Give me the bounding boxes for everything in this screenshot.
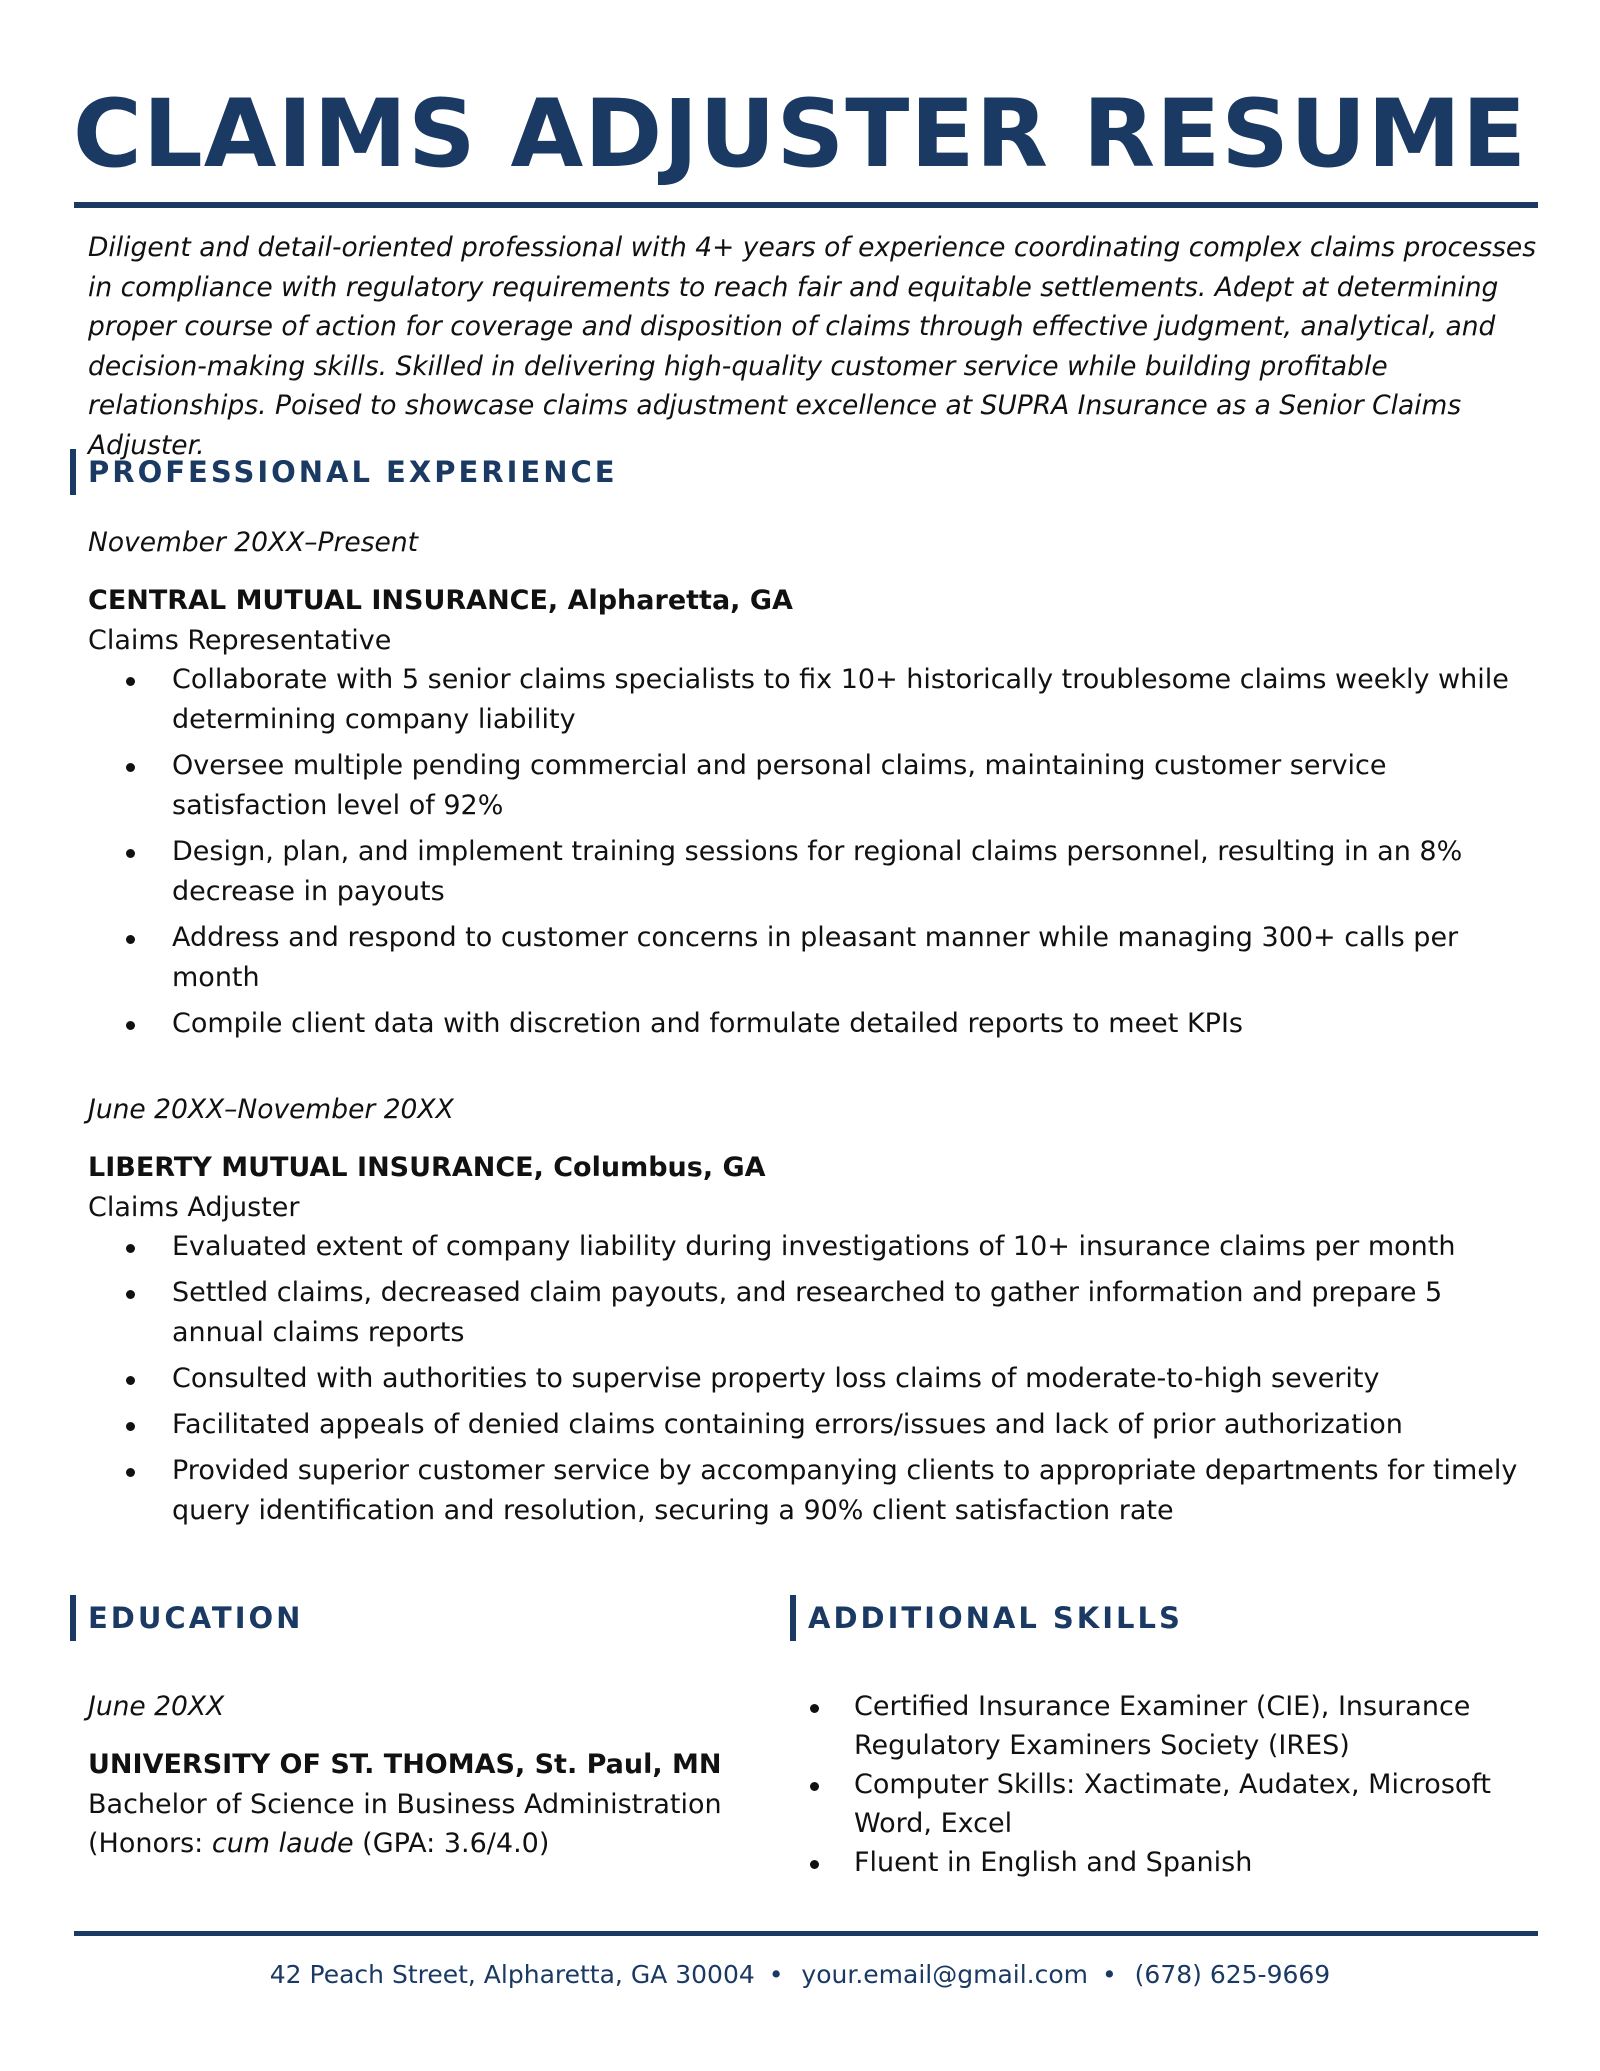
- job-entry: [88, 523, 1538, 1050]
- job-dates: November 20XX–Present: [88, 527, 419, 558]
- job-dates: June 20XX–November 20XX: [88, 1094, 454, 1125]
- education-heading: EDUCATION: [70, 1595, 303, 1641]
- job-bullet: Design, plan, and implement training sessions for regional claims personnel, resulting in an 8% decrease in payouts: [88, 832, 1538, 912]
- contact-address: 42 Peach Street, Alpharetta, GA 30004: [269, 1960, 755, 1989]
- job-title: Claims Adjuster: [88, 1192, 300, 1223]
- job-bullet-list: [88, 660, 1538, 1044]
- education-degree: Bachelor of Science in Business Administration: [88, 1789, 722, 1820]
- resume-title: CLAIMS ADJUSTER RESUME: [72, 80, 1528, 189]
- job-bullet: Provided superior customer service by accompanying clients to appropriate departments for timely query identification and resolution, securing a 90% client satisfaction rate: [88, 1451, 1538, 1531]
- job-bullet: Oversee multiple pending commercial and personal claims, maintaining customer service satisfaction level of 92%: [88, 746, 1538, 826]
- professional-summary: Diligent and detail-oriented professional with 4+ years of experience coordinating complex claims processes in compliance with regulatory requirements to reach fair and equitable settlements. Adept at determining proper course of action for coverage and disposition of claims through effective judgment, analytical, and decision-making skills. Skilled in delivering high-quality customer service while building profitable relationships. Poised to showcase claims adjustment excellence at SUPRA Insurance as a Senior Claims Adjuster.: [88, 232, 1537, 461]
- experience-heading: PROFESSIONAL EXPERIENCE: [70, 449, 618, 495]
- job-bullet: Compile client data with discretion and formulate detailed reports to meet KPIs: [88, 1004, 1538, 1044]
- skills-section: [770, 1687, 1510, 1882]
- contact-email[interactable]: your.email@gmail.com: [801, 1960, 1089, 1989]
- job-bullet: Consulted with authorities to supervise property loss claims of moderate-to-high severity: [88, 1359, 1538, 1399]
- skills-list: [770, 1687, 1510, 1882]
- job-bullet: Settled claims, decreased claim payouts, and researched to gather information and prepare 5 annual claims reports: [88, 1273, 1538, 1353]
- skill-item: Computer Skills: Xactimate, Audatex, Microsoft Word, Excel: [770, 1765, 1510, 1843]
- job-bullet: Evaluated extent of company liability during investigations of 10+ insurance claims per month: [88, 1227, 1538, 1267]
- contact-footer: [0, 1957, 1600, 1993]
- header-divider: [74, 202, 1538, 208]
- honors-distinction: cum laude: [211, 1828, 354, 1859]
- skills-heading: ADDITIONAL SKILLS: [790, 1595, 1183, 1641]
- education-entry: [88, 1687, 738, 1863]
- education-school: UNIVERSITY OF ST. THOMAS, St. Paul, MN: [88, 1749, 722, 1780]
- education-honors: (Honors: cum laude (GPA: 3.6/4.0): [88, 1828, 550, 1859]
- job-employer: LIBERTY MUTUAL INSURANCE, Columbus, GA: [88, 1152, 766, 1183]
- footer-divider: [74, 1931, 1538, 1936]
- job-entry: [88, 1090, 1538, 1537]
- job-bullet-list: [88, 1227, 1538, 1531]
- skill-item: Certified Insurance Examiner (CIE), Insurance Regulatory Examiners Society (IRES): [770, 1687, 1510, 1765]
- contact-phone[interactable]: (678) 625-9669: [1134, 1960, 1331, 1989]
- job-title: Claims Representative: [88, 625, 392, 656]
- skill-item: Fluent in English and Spanish: [770, 1843, 1510, 1882]
- job-bullet: Facilitated appeals of denied claims containing errors/issues and lack of prior authorization: [88, 1405, 1538, 1445]
- bullet-separator: •: [1101, 1960, 1117, 1989]
- bullet-separator: •: [768, 1960, 784, 1989]
- education-date: June 20XX: [88, 1691, 225, 1722]
- job-bullet: Collaborate with 5 senior claims specialists to fix 10+ historically troublesome claims weekly while determining company liability: [88, 660, 1538, 740]
- job-employer: CENTRAL MUTUAL INSURANCE, Alpharetta, GA: [88, 585, 793, 616]
- job-bullet: Address and respond to customer concerns in pleasant manner while managing 300+ calls per month: [88, 918, 1538, 998]
